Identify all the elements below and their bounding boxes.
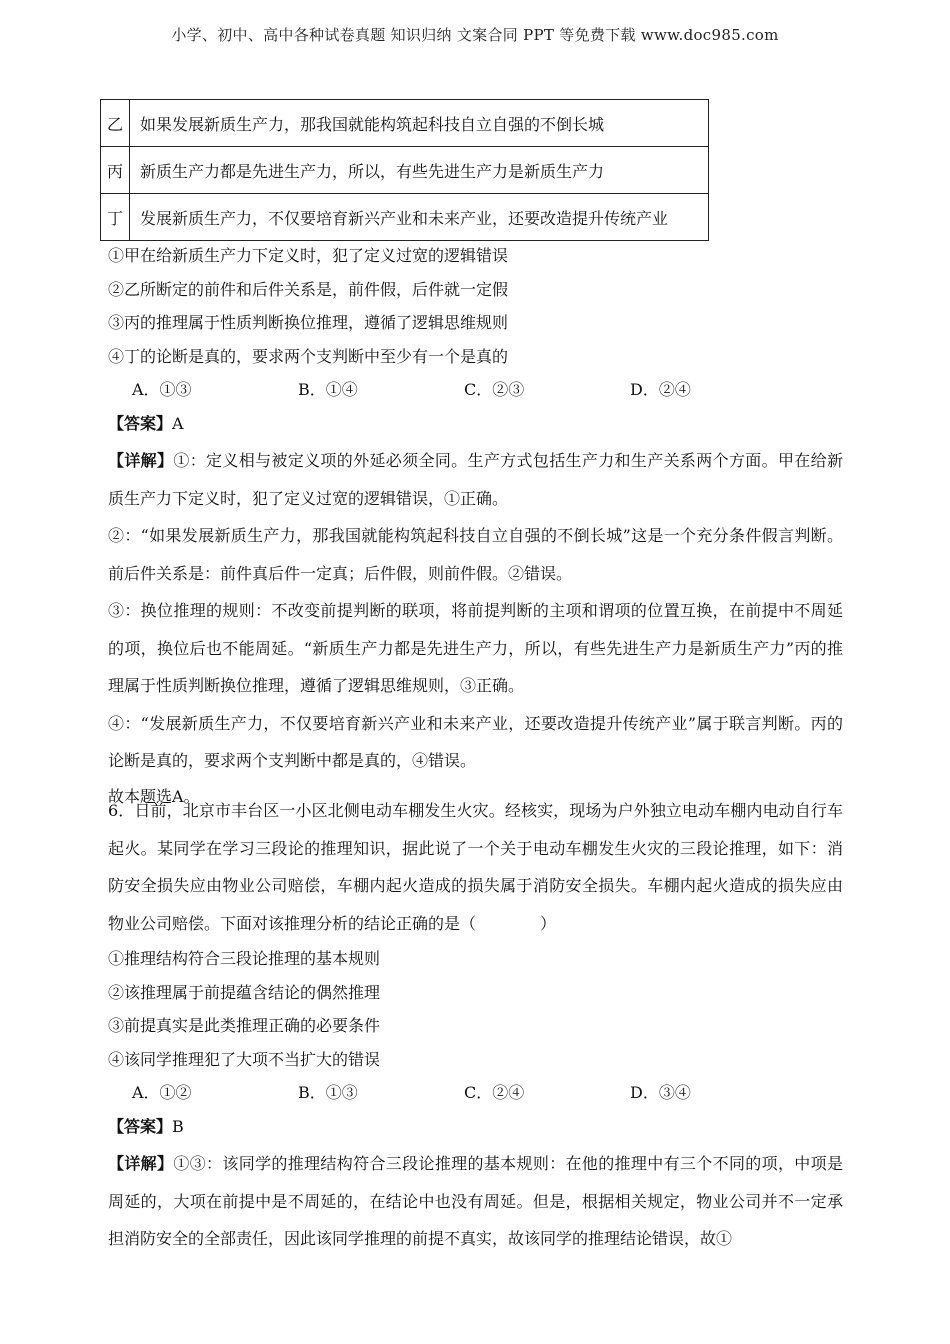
detail-paragraph (108, 442, 843, 517)
choice-d: D．②④ (630, 380, 691, 399)
detail-text: ①：定义相与被定义项的外延必须全同。生产方式包括生产力和生产关系两个方面。甲在给新质生产力下定义时，犯了定义过宽的逻辑错误，①正确。 (108, 451, 843, 508)
answer-label: 【答案】 (108, 413, 173, 433)
choice-c: C．②③ (464, 380, 525, 399)
question-5-block (108, 239, 843, 813)
answer-value: A (172, 413, 184, 433)
statement: ①推理结构符合三段论推理的基本规则 (108, 949, 381, 968)
row-label: 丙 (101, 147, 130, 194)
statement: ②乙所断定的前件和后件关系是，前件假，后件就一定假 (108, 279, 509, 299)
options-table (100, 99, 709, 241)
statement: ③丙的推理属于性质判断换位推理，遵循了逻辑思维规则 (108, 313, 509, 332)
statement: ③前提真实是此类推理正确的必要条件 (108, 1016, 381, 1035)
statement: ④丁的论断是真的，要求两个支判断中至少有一个是真的 (108, 346, 509, 366)
detail-paragraph: ②：“如果发展新质生产力，那我国就能构筑起科技自立自强的不倒长城”这是一个充分条件假言判断。前后件关系是：前件真后件一定真；后件假，则前件假。②错误。 (108, 526, 843, 583)
choice-b: B．①③ (298, 1083, 358, 1102)
answer-choices (108, 1076, 843, 1110)
detail-label: 【详解】 (108, 451, 174, 470)
row-label: 乙 (101, 100, 130, 147)
statement: ①甲在给新质生产力下定义时，犯了定义过宽的逻辑错误 (108, 246, 509, 265)
choice-d: D．③④ (630, 1083, 691, 1102)
answer-choices (108, 373, 843, 407)
answer-line (108, 1110, 843, 1144)
choice-a: A．①② (132, 1083, 192, 1102)
row-label: 丁 (101, 194, 130, 241)
detail-paragraph (108, 1145, 843, 1258)
statement: ②该推理属于前提蕴含结论的偶然推理 (108, 982, 381, 1002)
choice-b: B．①④ (298, 380, 358, 399)
detail-paragraph: ③：换位推理的规则：不改变前提判断的联项，将前提判断的主项和谓项的位置互换，在前提中不周延的项，换位后也不能周延。“新质生产力都是先进生产力，所以，有些先进生产力是新质生产力”丙的推理属于性质判断换位推理，遵循了逻辑思维规则，③正确。 (108, 601, 843, 695)
row-text: 新质生产力都是先进生产力，所以，有些先进生产力是新质生产力 (130, 147, 709, 194)
detail-text: ①③：该同学的推理结构符合三段论推理的基本规则：在他的推理中有三个不同的项，中项是周延的，大项在前提中是不周延的，在结论中也没有周延。但是，根据相关规定，物业公司并不一定承担消防安全的全部责任，因此该同学推理的前提不真实，故该同学的推理结论错误，故① (108, 1154, 843, 1248)
answer-value: B (172, 1116, 184, 1136)
conclusion: 故本题选A。 (108, 786, 200, 806)
choice-c: C．②④ (464, 1083, 525, 1102)
detail-paragraph: ④：“发展新质生产力，不仅要培育新兴产业和未来产业，还要改造提升传统产业”属于联言判断。丙的论断是真的，要求两个支判断中都是真的，④错误。 (108, 713, 843, 770)
question-6-block (108, 792, 843, 1258)
row-text: 如果发展新质生产力，那我国就能构筑起科技自立自强的不倒长城 (130, 100, 709, 147)
answer-line (108, 407, 843, 441)
row-text: 发展新质生产力，不仅要培育新兴产业和未来产业，还要改造提升传统产业 (130, 194, 709, 241)
page-header: 小学、初中、高中各种试卷真题 知识归纳 文案合同 PPT 等免费下载 www.doc985.com (171, 26, 779, 44)
question-stem: 6．日前，北京市丰台区一小区北侧电动车棚发生火灾。经核实，现场为户外独立电动车棚内电动自行车起火。某同学在学习三段论的推理知识，据此说了一个关于电动车棚发生火灾的三段论推理，如下：消防安全损失应由物业公司赔偿，车棚内起火造成的损失属于消防安全损失。车棚内起火造成的损失应由物业公司赔偿。下面对该推理分析的结论正确的是（ ） (108, 801, 843, 933)
table-row (101, 147, 709, 194)
table-row (101, 100, 709, 147)
statement: ④该同学推理犯了大项不当扩大的错误 (108, 1049, 381, 1069)
table-row (101, 194, 709, 241)
choice-a: A．①③ (132, 380, 192, 399)
detail-label: 【详解】 (108, 1154, 174, 1173)
answer-label: 【答案】 (108, 1116, 173, 1136)
